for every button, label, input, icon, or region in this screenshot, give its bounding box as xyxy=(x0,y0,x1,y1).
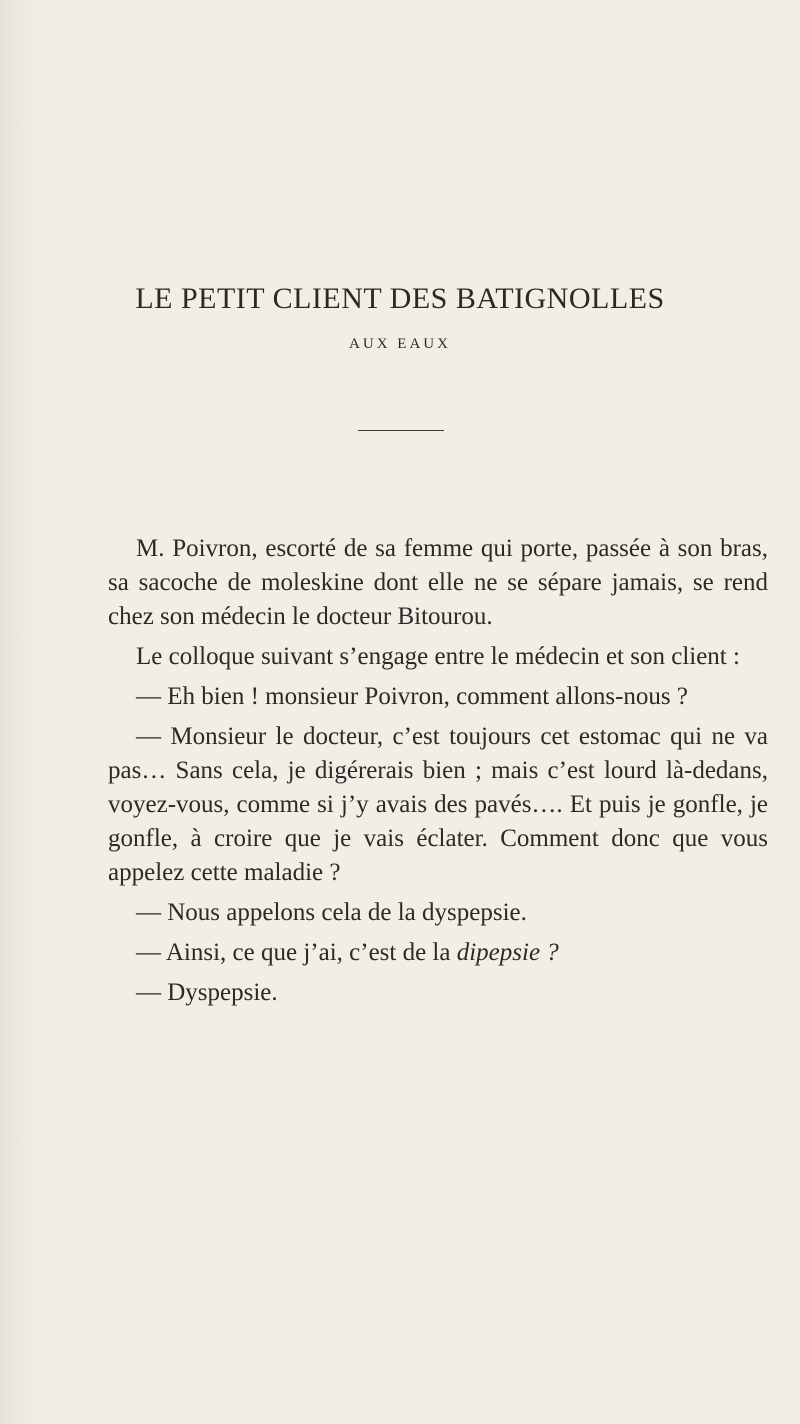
paragraph: M. Poivron, escorté de sa femme qui porte, passée à son bras, sa sacoche de moleskine dont elle ne se sépare jamais, se rend chez son médecin le docteur Bitourou. xyxy=(108,535,768,630)
paragraph: — Nous appelons cela de la dyspepsie. xyxy=(136,899,527,926)
ainsi-text: — Ainsi, ce que j’ai, c’est de la xyxy=(136,939,451,966)
paragraph: — Eh bien ! monsieur Poivron, comment allons-nous ? xyxy=(136,683,689,710)
paragraph-ainsi xyxy=(108,936,768,970)
chapter-title: LE PETIT CLIENT DES BATIGNOLLES xyxy=(135,282,665,315)
chapter-subtitle: AUX EAUX xyxy=(349,336,451,352)
body-text xyxy=(108,532,768,1010)
ainsi-italic: dipepsie ? xyxy=(456,939,559,966)
section-divider xyxy=(358,430,444,431)
paragraph: — Dyspepsie. xyxy=(136,979,278,1006)
paragraph: Le colloque suivant s’engage entre le médecin et son client : xyxy=(136,643,740,670)
paragraph: — Monsieur le docteur, c’est toujours cet estomac qui ne va pas… Sans cela, je digérerais bien ; mais c’est lourd là-dedans, voyez-vous, comme si j’y avais des pavés…. Et puis je gonfle, je gonfle, à croire que je vais éclater. Comment donc que vous appelez cette maladie ? xyxy=(108,723,768,886)
